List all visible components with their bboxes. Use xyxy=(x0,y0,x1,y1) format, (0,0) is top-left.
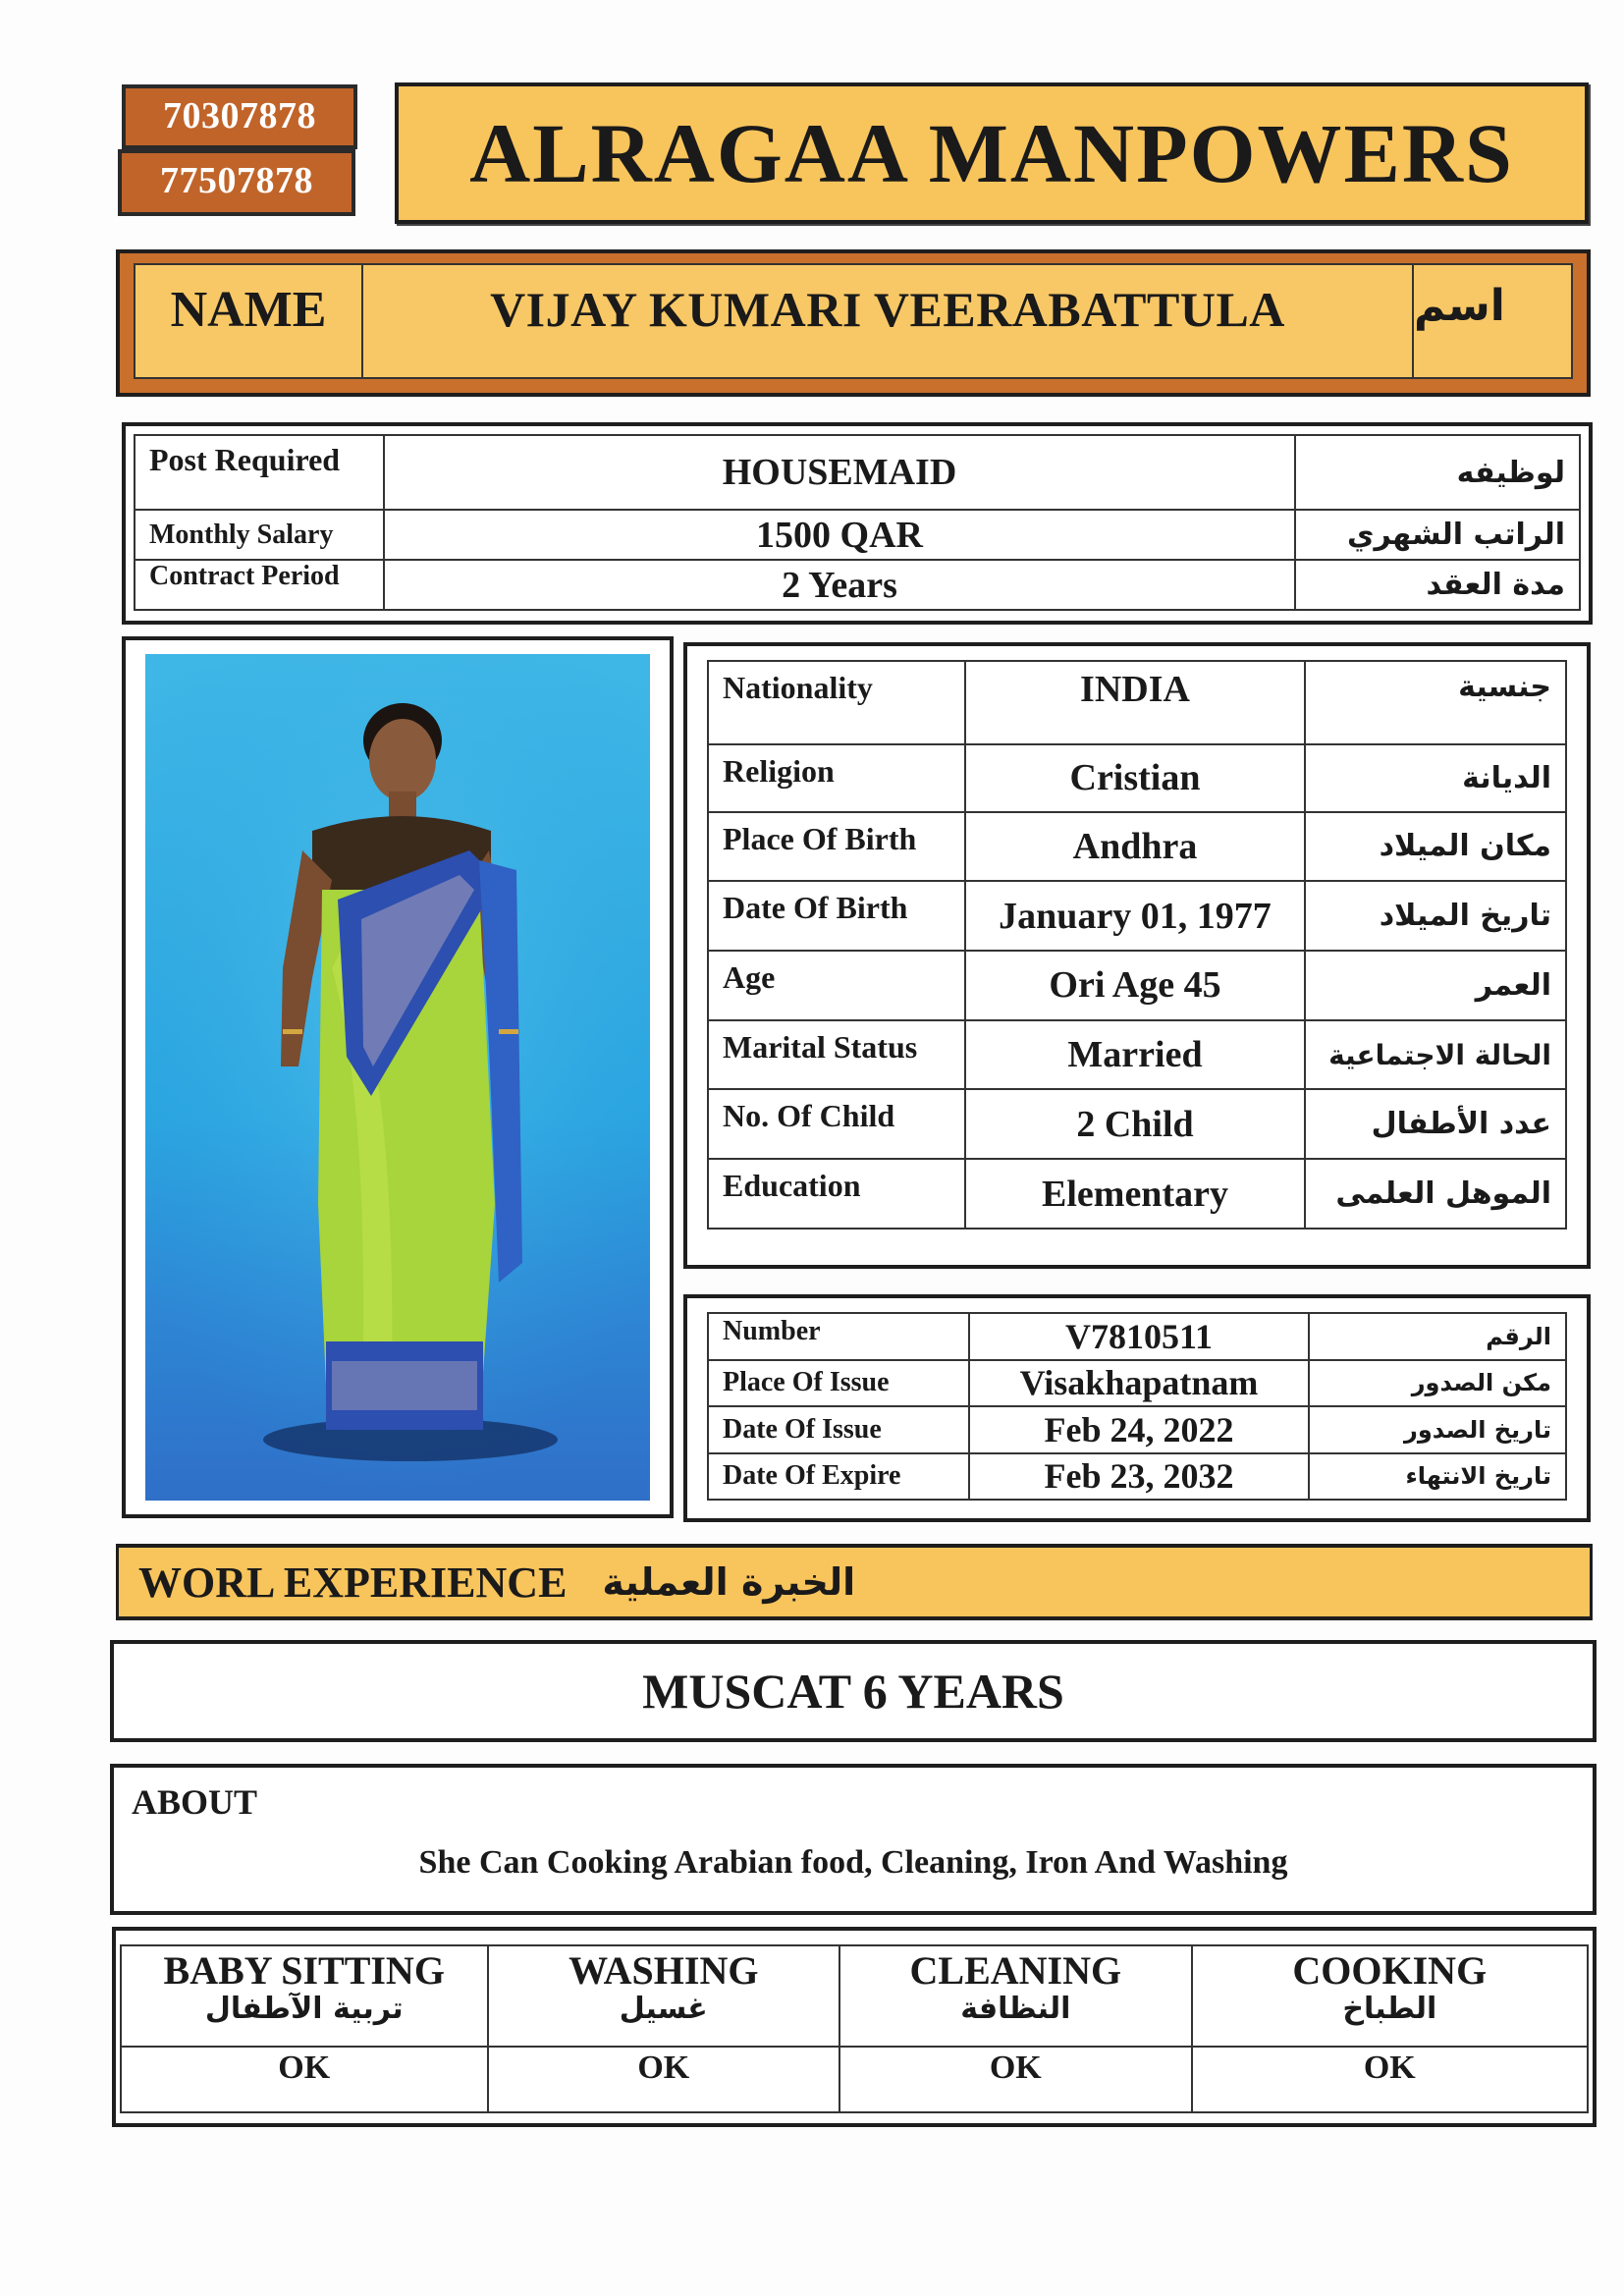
skill-status: OK xyxy=(121,2047,488,2112)
table-row xyxy=(708,812,1566,882)
table-row xyxy=(135,560,1580,610)
row-label-arabic: تاريخ الانتهاء xyxy=(1309,1453,1566,1501)
about-label: ABOUT xyxy=(132,1782,258,1822)
monthly-salary-value: 1500 QAR xyxy=(384,510,1295,560)
skill-header-cleaning xyxy=(839,1945,1192,2047)
nationality-value: INDIA xyxy=(965,661,1305,744)
row-label-arabic: الراتب الشهري xyxy=(1295,510,1580,560)
date-of-expire-value: Feb 23, 2032 xyxy=(969,1453,1309,1501)
date-of-birth-value: January 01, 1977 xyxy=(965,881,1305,951)
skill-name: BABY SITTING xyxy=(163,1948,445,1993)
candidate-name: VIJAY KUMARI VEERABATTULA xyxy=(363,265,1414,377)
name-label-arabic: اسم xyxy=(1414,281,1505,331)
place-of-issue-value: Visakhapatnam xyxy=(969,1360,1309,1407)
work-experience-label: WORL EXPERIENCE xyxy=(138,1558,568,1607)
row-label: Nationality xyxy=(708,661,965,744)
row-label-arabic: تاريخ الصدور xyxy=(1309,1406,1566,1453)
marital-status-value: Married xyxy=(965,1020,1305,1090)
work-experience-header xyxy=(116,1544,1593,1620)
age-value: Ori Age 45 xyxy=(965,951,1305,1020)
skills-header-row xyxy=(121,1945,1588,2047)
row-label: Date Of Issue xyxy=(708,1406,969,1453)
education-value: Elementary xyxy=(965,1159,1305,1229)
table-row xyxy=(708,744,1566,812)
table-row xyxy=(708,1313,1566,1360)
about-box xyxy=(110,1764,1597,1915)
row-label-arabic: الديانة xyxy=(1305,744,1566,812)
row-label-arabic: الحالة الاجتماعية xyxy=(1305,1020,1566,1090)
place-of-birth-value: Andhra xyxy=(965,812,1305,882)
work-experience-box xyxy=(110,1640,1597,1742)
table-row xyxy=(135,510,1580,560)
company-title-banner xyxy=(395,82,1589,224)
row-label: Date Of Birth xyxy=(708,881,965,951)
row-label: Marital Status xyxy=(708,1020,965,1090)
row-label: Contract Period xyxy=(135,560,384,610)
row-label: No. Of Child xyxy=(708,1089,965,1159)
skill-status: OK xyxy=(839,2047,1192,2112)
phone-number-1: 70307878 xyxy=(122,84,357,149)
table-row xyxy=(708,661,1566,744)
job-details-box xyxy=(122,422,1593,625)
row-label-arabic: مكن الصدور xyxy=(1309,1360,1566,1407)
work-experience-label-arabic: الخبرة العملية xyxy=(602,1560,856,1604)
candidate-photo xyxy=(145,654,650,1501)
skill-name-arabic: الطباخ xyxy=(1342,1992,1437,2026)
post-required-value: HOUSEMAID xyxy=(384,435,1295,510)
row-label: Monthly Salary xyxy=(135,510,384,560)
row-label-arabic: لوظيفه xyxy=(1295,435,1580,510)
passport-details-box xyxy=(683,1294,1591,1522)
candidate-photo-frame xyxy=(122,636,674,1518)
skill-status: OK xyxy=(1192,2047,1588,2112)
about-text: She Can Cooking Arabian food, Cleaning, Iron And Washing xyxy=(418,1844,1288,1881)
row-label: Post Required xyxy=(135,435,384,510)
skill-name-arabic: تربية الآطفال xyxy=(204,1992,404,2026)
personal-details-table xyxy=(707,660,1567,1230)
skill-name: COOKING xyxy=(1292,1948,1488,1993)
row-label: Place Of Birth xyxy=(708,812,965,882)
skill-status: OK xyxy=(488,2047,840,2112)
company-name: ALRAGAA MANPOWERS xyxy=(469,106,1514,200)
row-label: Number xyxy=(708,1313,969,1360)
table-row xyxy=(135,435,1580,510)
row-label-arabic: مدة العقد xyxy=(1295,560,1580,610)
row-label: Religion xyxy=(708,744,965,812)
row-label: Education xyxy=(708,1159,965,1229)
contract-period-value: 2 Years xyxy=(384,560,1295,610)
job-details-table xyxy=(134,434,1581,611)
person-figure-icon xyxy=(145,654,650,1501)
table-row xyxy=(708,1020,1566,1090)
skill-header-washing xyxy=(488,1945,840,2047)
skill-name-arabic: النظافة xyxy=(960,1992,1071,2026)
table-row xyxy=(708,881,1566,951)
name-bar xyxy=(116,249,1591,397)
row-label-arabic: العمر xyxy=(1305,951,1566,1020)
row-label-arabic: الموهل العلمى xyxy=(1305,1159,1566,1229)
row-label-arabic: عدد الأطفال xyxy=(1305,1089,1566,1159)
row-label-arabic: جنسية xyxy=(1305,661,1566,744)
row-label: Place Of Issue xyxy=(708,1360,969,1407)
row-label: Date Of Expire xyxy=(708,1453,969,1501)
name-label: NAME xyxy=(135,265,363,377)
table-row xyxy=(708,1406,1566,1453)
table-row xyxy=(708,951,1566,1020)
table-row xyxy=(708,1089,1566,1159)
table-row xyxy=(708,1159,1566,1229)
children-value: 2 Child xyxy=(965,1089,1305,1159)
date-of-issue-value: Feb 24, 2022 xyxy=(969,1406,1309,1453)
skills-status-row xyxy=(121,2047,1588,2112)
skills-table xyxy=(120,1944,1589,2113)
row-label-arabic: مكان الميلاد xyxy=(1305,812,1566,882)
skill-name: CLEANING xyxy=(909,1948,1122,1993)
row-label-arabic: الرقم xyxy=(1309,1313,1566,1360)
row-label-arabic: تاريخ الميلاد xyxy=(1305,881,1566,951)
row-label: Age xyxy=(708,951,965,1020)
skill-header-baby-sitting xyxy=(121,1945,488,2047)
phone-number-2: 77507878 xyxy=(118,149,355,216)
skill-name-arabic: غسيل xyxy=(619,1992,708,2026)
skills-box xyxy=(112,1927,1597,2127)
skill-header-cooking xyxy=(1192,1945,1588,2047)
personal-details-box xyxy=(683,642,1591,1269)
table-row xyxy=(708,1453,1566,1501)
skill-name: WASHING xyxy=(568,1948,759,1993)
table-row xyxy=(708,1360,1566,1407)
name-bar-inner xyxy=(134,263,1573,379)
passport-number-value: V7810511 xyxy=(969,1313,1309,1360)
passport-details-table xyxy=(707,1312,1567,1501)
work-experience-value: MUSCAT 6 YEARS xyxy=(642,1664,1064,1719)
religion-value: Cristian xyxy=(965,744,1305,812)
